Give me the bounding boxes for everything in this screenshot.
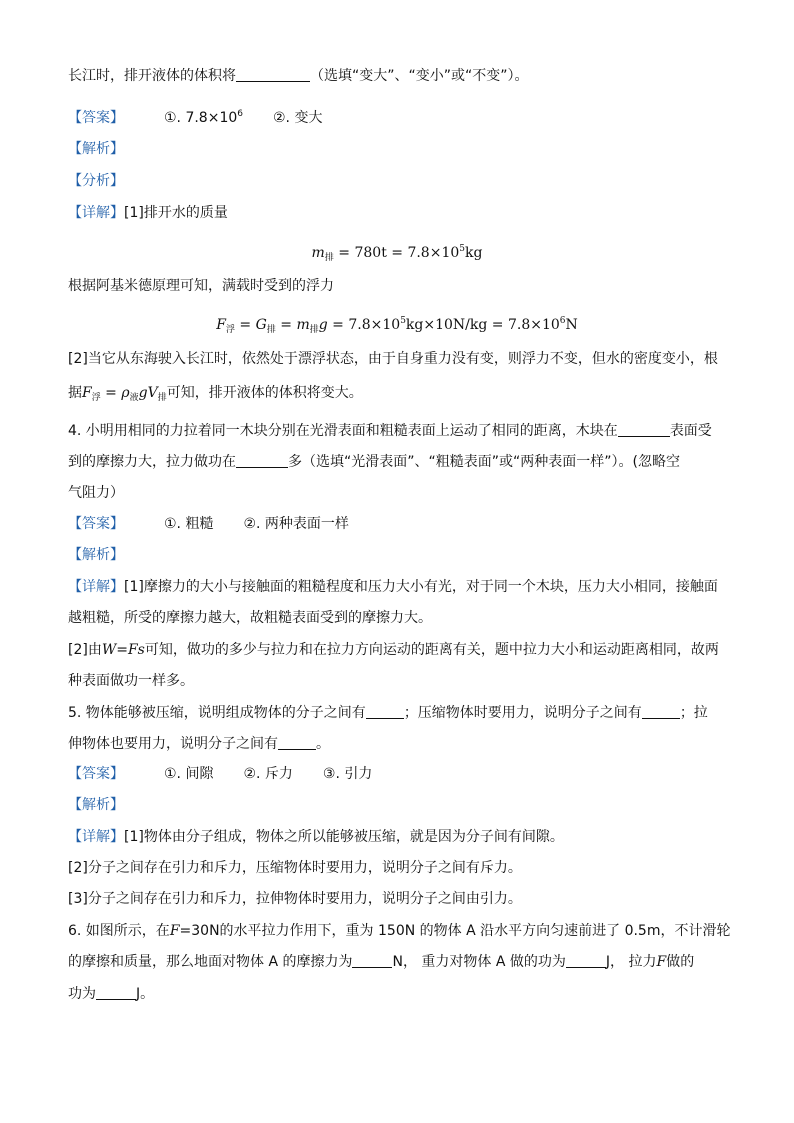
q3-answer-1-exponent: 6 xyxy=(237,109,243,119)
eq2-mid: = 7.8×10 xyxy=(327,317,401,333)
q6-blank-1[interactable] xyxy=(352,953,392,968)
q4-detail-1a xyxy=(68,577,718,597)
q3-detail-2b-pre: 据 xyxy=(68,385,82,401)
q3-answer-1 xyxy=(164,104,243,128)
q4-analysis-tag: 【解析】 xyxy=(68,547,124,563)
q5-blank-3[interactable] xyxy=(278,735,316,750)
q4-detail-1a-text: [1]摩擦力的大小与接触面的粗糙程度和压力大小有光，对于同一个木块，压力大小相同，接触面 xyxy=(124,579,718,595)
q3-equation-mass xyxy=(0,238,794,269)
q5-line2-a: 伸物体也要用力，说明分子之间有 xyxy=(68,736,278,752)
eq2-unit: N xyxy=(565,317,578,333)
q3-equation-inline xyxy=(82,385,167,401)
q3-analysis-tag: 【解析】 xyxy=(68,141,124,157)
q6-force-symbol: F xyxy=(169,923,180,939)
q6-stem-line3 xyxy=(68,984,154,1004)
q4-detail-1b: 越粗糙，所受的摩擦力越大，故粗糙表面受到的摩擦力大。 xyxy=(68,610,432,626)
q4-detail-2a-post: 可知，做功的多少与拉力和在拉力方向运动的距离有关，题中拉力大小和运动距离相同，故两 xyxy=(144,642,719,658)
q5-line1-c: ；拉 xyxy=(679,705,708,721)
eq3-rho-sub: 液 xyxy=(129,393,139,403)
eq3-V-sub: 排 xyxy=(157,393,167,403)
q4-detail-2a xyxy=(68,640,719,660)
q6-line2-c: J， 拉力 xyxy=(605,954,657,970)
eq2-F: F xyxy=(216,317,226,333)
q5-answer-3: ③. 引力 xyxy=(322,766,373,782)
q4-line2-a: 到的摩擦力大，拉力做功在 xyxy=(68,454,236,470)
eq2-m-sub: 排 xyxy=(309,325,319,335)
eq1-unit: kg xyxy=(465,245,483,261)
q3-archimedes-line: 根据阿基米德原理可知，满载时受到的浮力 xyxy=(68,278,334,294)
q6-line3-a: 功为 xyxy=(68,986,96,1002)
q3-answer-tag: 【答案】 xyxy=(68,110,124,126)
q3-detail-1-text: [1]排开水的质量 xyxy=(124,205,228,221)
eq2-G: G xyxy=(255,317,267,333)
q4-answer-tag: 【答案】 xyxy=(68,516,124,532)
q6-line3-b: J。 xyxy=(136,986,155,1002)
eq2-eq: = xyxy=(234,317,256,333)
q6-stem-line1 xyxy=(68,921,730,941)
q5-stem-line1 xyxy=(68,703,708,723)
q3-answer-row xyxy=(68,104,322,128)
q3-answer-1-text: ①. 7.8×10 xyxy=(164,110,238,126)
q5-blank-2[interactable] xyxy=(642,704,680,719)
q6-blank-2[interactable] xyxy=(566,953,606,968)
eq2-mid2: kg×10N/kg = 7.8×10 xyxy=(405,317,560,333)
eq1-rest: = 780t = 7.8×10 xyxy=(333,245,460,261)
q4-detail-2a-pre: [2]由 xyxy=(68,642,102,658)
q4-detail-2b: 种表面做功一样多。 xyxy=(68,673,194,689)
q3-detail-tag: 【详解】 xyxy=(68,205,124,221)
q4-detail-tag: 【详解】 xyxy=(68,579,124,595)
q3-stem-suffix: （选填“变大”、“变小”或“不变”）。 xyxy=(310,68,529,84)
q5-detail-tag: 【详解】 xyxy=(68,829,124,845)
q4-blank-2[interactable] xyxy=(236,453,288,468)
q4-line2-b: 多（选填“光滑表面”、“粗糙表面”或“两种表面一样”）。(忽略空 xyxy=(288,454,680,470)
q3-detail-2b xyxy=(68,383,363,408)
eq2-m: m xyxy=(296,317,310,333)
eq2-exp1: 5 xyxy=(400,316,406,326)
eq3-eq: = xyxy=(100,385,122,401)
q5-answer-row xyxy=(68,764,372,784)
eq3-V: V xyxy=(147,385,158,401)
q6-stem-line2 xyxy=(68,952,694,972)
q3-stem xyxy=(68,66,529,86)
q4-stem-line2 xyxy=(68,452,680,472)
q5-line1-a: 5. 物体能够被压缩，说明组成物体的分子之间有 xyxy=(68,705,366,721)
q3-detail-1 xyxy=(68,203,228,223)
eq1-exp: 5 xyxy=(459,244,465,254)
q6-line1-a: 6. 如图所示，在 xyxy=(68,923,170,939)
q4-line1-a: 4. 小明用相同的力拉着同一木块分别在光滑表面和粗糙表面上运动了相同的距离，木块在 xyxy=(68,423,618,439)
q5-answer-2: ②. 斥力 xyxy=(243,766,293,782)
eq3-g: g xyxy=(138,385,148,401)
q4-formula-w-fs: W=Fs xyxy=(101,642,145,658)
q6-blank-3[interactable] xyxy=(96,985,136,1000)
q4-line1-b: 表面受 xyxy=(669,423,712,439)
eq3-rho: ρ xyxy=(121,385,130,401)
eq1-m: m xyxy=(311,245,325,261)
q3-equation-buoyancy xyxy=(0,310,794,341)
eq2-g: g xyxy=(318,317,328,333)
q5-analysis-tag: 【解析】 xyxy=(68,797,124,813)
eq1-m-sub: 排 xyxy=(324,253,334,263)
q6-force-symbol-2: F xyxy=(656,954,667,970)
q5-line1-b: ；压缩物体时要用力，说明分子之间有 xyxy=(403,705,642,721)
eq3-F: F xyxy=(82,385,92,401)
q5-detail-3: [3]分子之间存在引力和斥力，拉伸物体时要用力，说明分子之间由引力。 xyxy=(68,891,522,907)
q3-detail-2a: [2]当它从东海驶入长江时，依然处于漂浮状态，由于自身重力没有变，则浮力不变，但水的密度变小，根 xyxy=(68,351,718,367)
q3-fenxi-tag: 【分析】 xyxy=(68,173,124,189)
q5-blank-1[interactable] xyxy=(366,704,404,719)
q5-answer-tag: 【答案】 xyxy=(68,766,124,782)
q6-line2-a: 的摩擦和质量，那么地面对物体 A 的摩擦力为 xyxy=(68,954,353,970)
q5-detail-1-text: [1]物体由分子组成，物体之所以能够被压缩，就是因为分子间有间隙。 xyxy=(124,829,564,845)
q6-line2-d: 做的 xyxy=(666,954,695,970)
q3-answer-blank[interactable] xyxy=(236,67,310,82)
q4-stem-line1 xyxy=(68,421,712,441)
q5-line2-b: 。 xyxy=(316,736,330,752)
eq2-exp2: 6 xyxy=(559,316,566,326)
q5-detail-2: [2]分子之间存在引力和斥力，压缩物体时要用力，说明分子之间有斥力。 xyxy=(68,860,522,876)
q3-answer-2: ②. 变大 xyxy=(273,110,323,126)
q4-stem-line3: 气阻力） xyxy=(68,485,124,501)
q6-line1-b: =30N的水平拉力作用下，重为 150N 的物体 A 沿水平方向匀速前进了 0.5m，不计滑轮 xyxy=(179,923,731,939)
eq2-eq2: = xyxy=(275,317,297,333)
eq2-F-sub: 浮 xyxy=(225,325,235,335)
eq2-G-sub: 排 xyxy=(266,325,276,335)
q5-detail-1 xyxy=(68,827,564,847)
q6-line2-b: N， 重力对物体 A 做的功为 xyxy=(392,954,566,970)
q5-answer-1: ①. 间隙 xyxy=(164,766,214,782)
q3-stem-prefix: 长江时，排开液体的体积将 xyxy=(68,68,236,84)
q5-stem-line2 xyxy=(68,734,330,754)
q4-answer-2: ②. 两种表面一样 xyxy=(243,516,349,532)
eq3-F-sub: 浮 xyxy=(91,393,101,403)
q3-detail-2b-post: 可知，排开液体的体积将变大。 xyxy=(166,385,363,401)
q4-answer-1: ①. 粗糙 xyxy=(164,516,214,532)
q4-answer-row xyxy=(68,514,349,534)
q4-blank-1[interactable] xyxy=(618,422,670,437)
